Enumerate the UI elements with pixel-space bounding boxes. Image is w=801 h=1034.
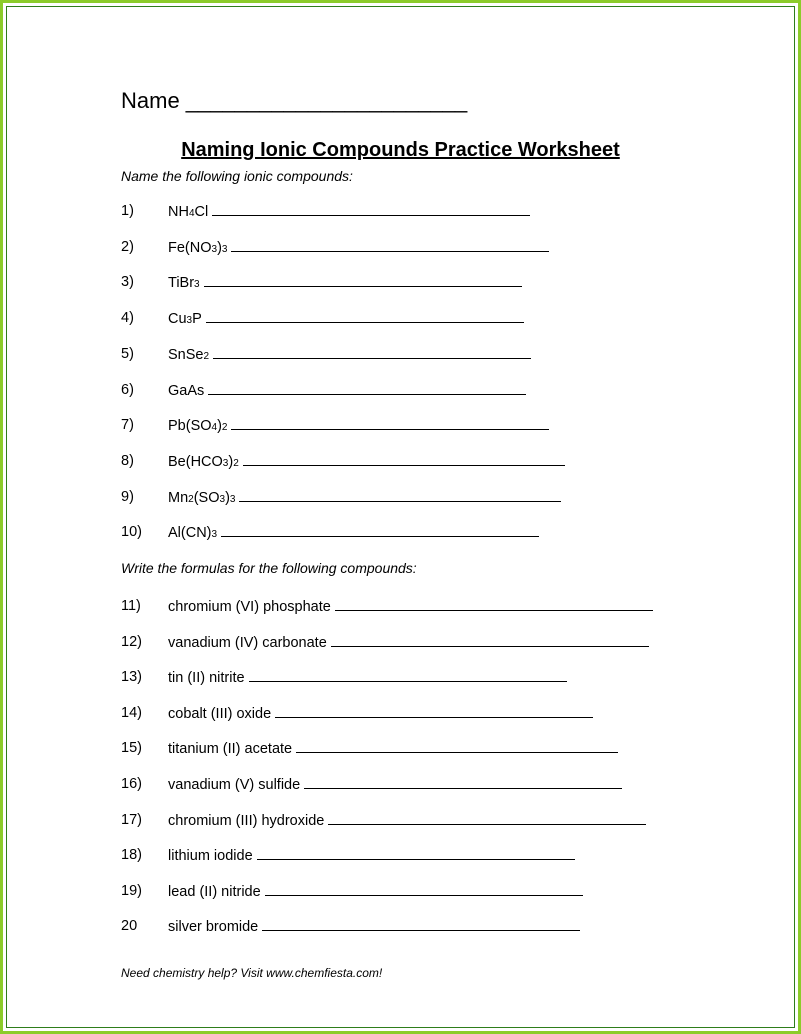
formula-part: Fe(NO <box>168 239 212 256</box>
answer-blank[interactable] <box>265 881 583 896</box>
answer-blank[interactable] <box>331 632 649 647</box>
question-number: 19) <box>121 882 142 899</box>
question-prompt <box>168 415 549 438</box>
formula-subscript: 3 <box>211 529 218 541</box>
question-prompt <box>168 810 646 831</box>
answer-blank[interactable] <box>213 344 531 359</box>
footer-note: Need chemistry help? Visit www.chemfiesta.com! <box>121 966 383 980</box>
answer-blank[interactable] <box>239 487 561 502</box>
formula-part: ) <box>225 489 230 506</box>
name-field-label: Name _______________________ <box>121 88 468 113</box>
formula-part: P <box>192 311 202 328</box>
compound-name: chromium (III) hydroxide <box>168 812 325 829</box>
question-number: 18) <box>121 847 142 864</box>
formula-part: Cl <box>194 204 209 220</box>
answer-blank[interactable] <box>275 703 593 718</box>
section1-instruction: Name the following ionic compounds: <box>121 168 353 184</box>
answer-blank[interactable] <box>262 916 580 931</box>
question-number: 20 <box>121 918 138 935</box>
answer-blank[interactable] <box>208 380 526 395</box>
question-prompt <box>168 487 561 510</box>
formula-part: Pb(SO <box>168 418 212 435</box>
question-prompt <box>168 237 549 260</box>
answer-blank[interactable] <box>304 774 622 789</box>
question-number: 3) <box>121 274 134 291</box>
question-prompt <box>168 916 580 937</box>
formula-subscript: 2 <box>203 350 210 362</box>
question-prompt <box>168 272 522 295</box>
formula-part: Be(HCO <box>168 453 223 470</box>
formula-subscript: 4 <box>188 208 195 219</box>
compound-name: vanadium (V) sulfide <box>168 777 301 793</box>
formula-part: ) <box>228 453 234 470</box>
question-number: 2) <box>121 238 134 255</box>
question-prompt <box>168 703 593 724</box>
formula-subscript: 2 <box>188 493 194 505</box>
formula-part: GaAs <box>168 382 205 399</box>
question-number: 16) <box>121 776 142 792</box>
question-number: 4) <box>121 310 134 327</box>
formula-subscript: 3 <box>221 243 228 255</box>
formula-subscript: 4 <box>211 422 218 434</box>
formula-subscript: 3 <box>211 243 218 255</box>
question-number: 5) <box>121 345 134 362</box>
compound-name: chromium (VI) phosphate <box>168 599 331 615</box>
answer-blank[interactable] <box>204 272 522 287</box>
question-number: 7) <box>121 417 134 434</box>
question-number: 13) <box>121 669 142 686</box>
question-number: 1) <box>121 203 134 219</box>
question-prompt <box>168 881 583 902</box>
formula-subscript: 2 <box>233 457 239 469</box>
question-prompt <box>168 308 524 331</box>
answer-blank[interactable] <box>328 810 646 825</box>
question-number: 14) <box>121 704 142 721</box>
formula-part: Al(CN) <box>168 525 212 542</box>
question-prompt <box>168 845 575 866</box>
question-prompt <box>168 451 565 474</box>
answer-blank[interactable] <box>206 308 524 323</box>
question-prompt <box>168 632 649 653</box>
formula-subscript: 2 <box>221 422 228 434</box>
formula-part: TiBr <box>168 275 195 292</box>
question-number: 15) <box>121 740 142 757</box>
question-prompt <box>168 596 653 617</box>
answer-blank[interactable] <box>257 845 575 860</box>
formula-part: NH <box>168 204 189 220</box>
answer-blank[interactable] <box>212 201 530 216</box>
formula-subscript: 3 <box>186 315 193 327</box>
answer-blank[interactable] <box>243 451 565 466</box>
question-prompt <box>168 774 622 795</box>
formula-part: ) <box>217 418 222 435</box>
compound-name: tin (II) nitrite <box>168 670 245 687</box>
question-prompt <box>168 380 526 401</box>
question-prompt <box>168 738 618 759</box>
answer-blank[interactable] <box>335 596 653 611</box>
question-number: 9) <box>121 488 134 505</box>
section2-instruction: Write the formulas for the following compounds: <box>121 560 417 576</box>
question-number: 17) <box>121 811 142 828</box>
question-prompt <box>168 201 530 224</box>
compound-name: lead (II) nitride <box>168 883 261 900</box>
question-number: 10) <box>121 524 142 541</box>
question-number: 11) <box>121 598 141 614</box>
question-prompt <box>168 667 567 688</box>
answer-blank[interactable] <box>231 415 549 430</box>
answer-blank[interactable] <box>296 738 618 753</box>
formula-subscript: 3 <box>222 457 229 469</box>
compound-name: vanadium (IV) carbonate <box>168 634 327 651</box>
compound-name: titanium (II) acetate <box>168 741 293 758</box>
question-prompt <box>168 522 539 545</box>
question-number: 6) <box>121 381 134 398</box>
formula-subscript: 3 <box>219 493 226 505</box>
formula-part: ) <box>217 239 222 256</box>
question-number: 12) <box>121 633 142 650</box>
compound-name: lithium iodide <box>168 848 253 865</box>
question-prompt <box>168 344 531 367</box>
formula-subscript: 3 <box>229 493 236 505</box>
answer-blank[interactable] <box>221 522 539 537</box>
question-number: 8) <box>121 452 134 469</box>
formula-part: Cu <box>168 311 187 328</box>
formula-part: (SO <box>193 489 220 506</box>
formula-part: Mn <box>168 489 189 506</box>
answer-blank[interactable] <box>231 237 549 252</box>
formula-part: SnSe <box>168 346 204 363</box>
worksheet-title: Naming Ionic Compounds Practice Worksheet <box>181 139 620 161</box>
compound-name: cobalt (III) oxide <box>168 705 272 722</box>
compound-name: silver bromide <box>168 919 259 936</box>
answer-blank[interactable] <box>249 667 567 682</box>
formula-subscript: 3 <box>194 279 200 291</box>
